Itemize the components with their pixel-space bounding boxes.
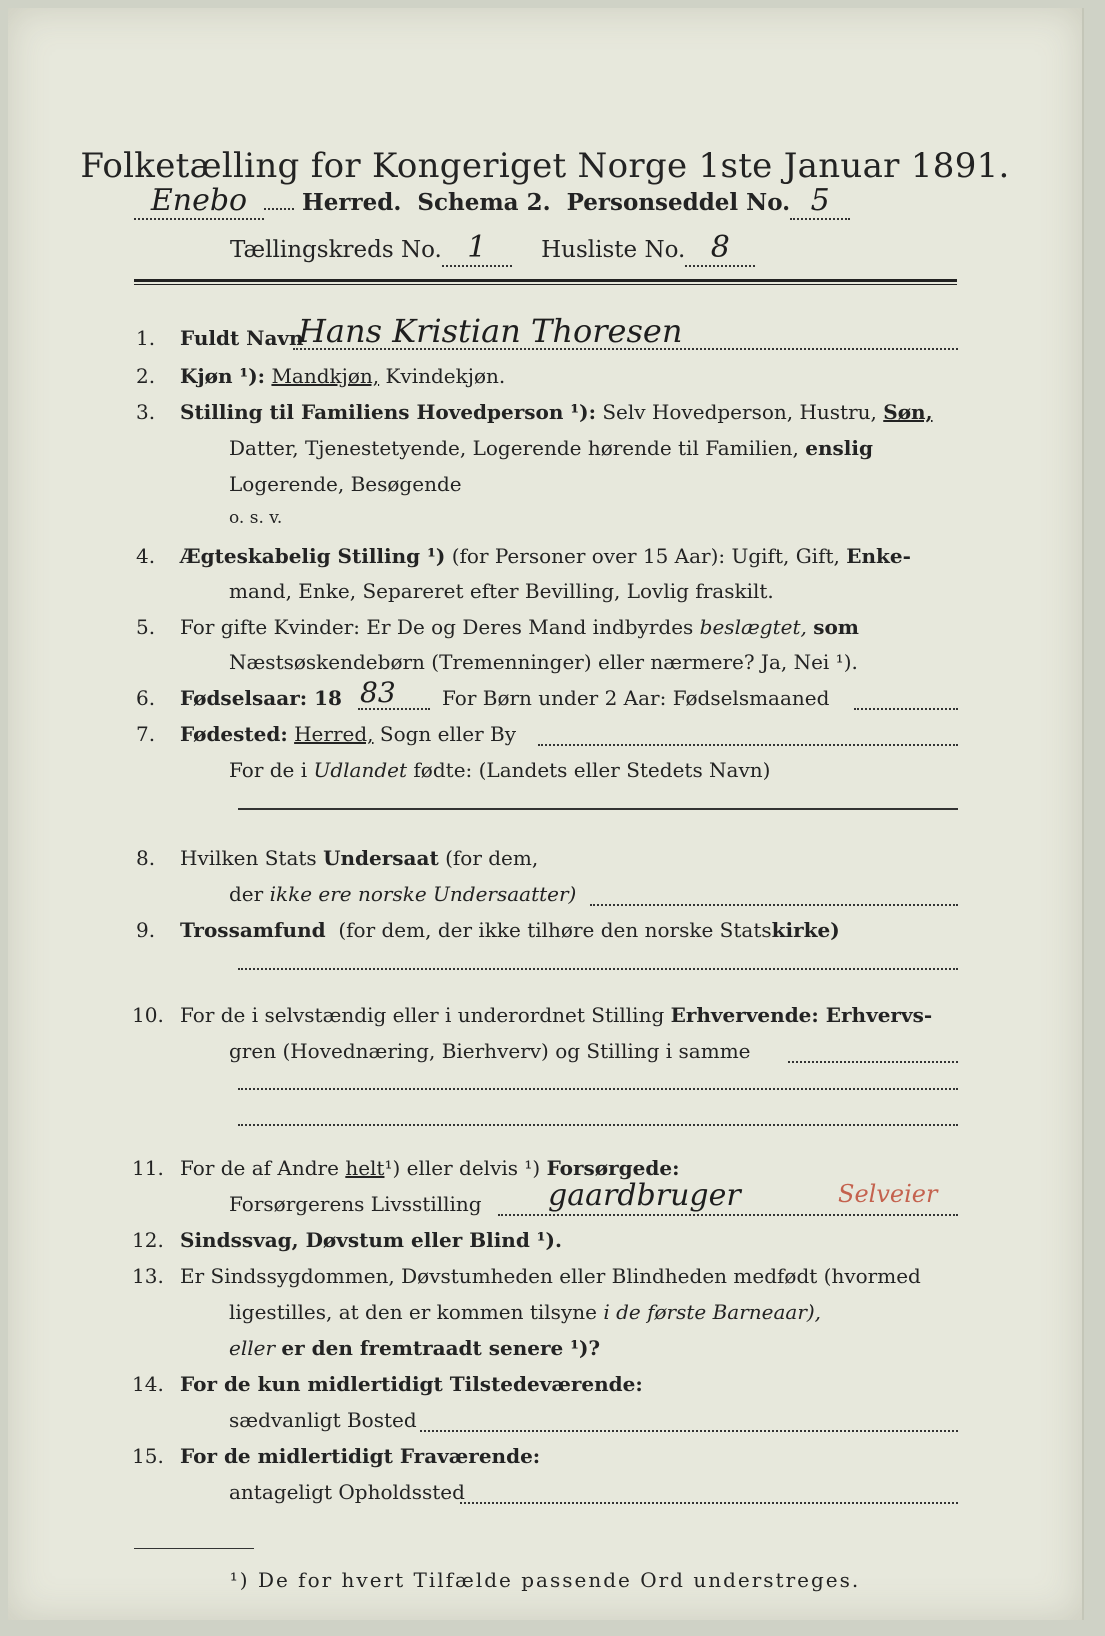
citizenship-prefix: Hvilken Stats [180,846,317,870]
citizenship-line2: ikke ere norske Undersaatter) [269,882,577,906]
marital-options: (for Personer over 15 Aar): Ugift, Gift, [451,544,840,568]
item-number: 9. [136,918,156,942]
occupation-blank-line-1 [238,1088,958,1090]
marital-enke: Enke- [846,544,911,568]
congenital-question: Er Sindssygdommen, Døvstumheden eller Blindheden medfødt (hvormed [180,1264,921,1288]
birth-year-line [358,708,430,710]
related-word: beslægtet, [699,615,807,639]
provider-occupation-annotation: Selveier [838,1180,938,1208]
marital-label: Ægteskabelig Stilling ¹) [180,544,446,568]
item-number: 11. [132,1156,164,1180]
supported-helt: helt [345,1156,385,1180]
item-number: 13. [132,1264,164,1288]
occupation-question: For de i selvstændig eller i underordnet Stilling [180,1003,665,1027]
item-number: 6. [136,686,156,710]
married-women-question-2: Næstsøskendebørn (Tremenninger) eller nærmere? Ja, Nei ¹). [229,650,858,674]
item-number: 1. [136,326,156,350]
citizenship-suffix: (for dem, [445,846,539,870]
occupation-blank-line-2 [238,1124,958,1126]
sex-label: Kjøn ¹): [180,364,266,388]
birth-month-label: For Børn under 2 Aar: Fødselsmaaned [442,686,830,710]
disability-label: Sindssvag, Døvstum eller Blind ¹). [180,1228,562,1252]
sex-option-male: Mandkjøn, [271,364,380,388]
full-name-line [293,348,958,350]
header-line-2 [230,230,755,267]
item-number: 4. [136,544,156,568]
supported-delvis: ¹) eller delvis ¹) [384,1156,541,1180]
congenital-question-2b: i de første Barneaar), [603,1300,822,1324]
family-position-label: Stilling til Familiens Hovedperson ¹): [180,400,596,424]
som-word: som [813,615,859,639]
occupation-line [788,1061,958,1063]
item-number: 2. [136,364,156,388]
religion-question: (for dem, der ikke tilhøre den norske Stats [338,918,772,942]
abroad-prefix: For de i [229,758,308,782]
item-number: 10. [132,1003,164,1027]
religion-label: Trossamfund [180,918,326,942]
supported-word: Forsørgede: [546,1156,680,1180]
birth-year-label: Fødselsaar: 18 [180,686,342,710]
birthplace-line [538,744,958,746]
item-number: 7. [136,722,156,746]
religion-kirke: kirke) [771,918,840,942]
congenital-question-2a: ligestilles, at den er kommen tilsyne [229,1300,597,1324]
family-position-options-2: Datter, Tjenestetyende, Logerende hørende til Familien, [229,436,799,460]
citizenship-word: Undersaat [323,846,439,870]
full-name-label: Fuldt Navn [180,326,304,350]
header-line-1 [134,183,850,220]
family-position-options-3: Logerende, Besøgende [229,472,462,496]
probable-residence-line [460,1502,958,1504]
supported-prefix: For de af Andre [180,1156,339,1180]
form-title: Folketælling for Kongeriget Norge 1ste Januar 1891. [80,146,1010,186]
married-women-question: For gifte Kvinder: Er De og Deres Mand indbyrdes [180,615,694,639]
husliste-label: Husliste No. [541,237,686,263]
birth-month-line [854,708,958,710]
citizenship-line [590,904,958,906]
probable-residence-label: antageligt Opholdssted [229,1480,465,1504]
birthplace-herred: Herred, [294,722,374,746]
birth-year-answer: 83 [360,676,396,709]
herred-handwritten: Enebo [150,183,248,218]
congenital-later: er den fremtraadt senere ¹)? [281,1336,601,1360]
kreds-number: 1 [467,230,487,265]
husliste-number: 8 [710,230,730,265]
item-number: 5. [136,615,156,639]
full-name-answer: Hans Kristian Thoresen [298,312,683,350]
provider-occupation-line [498,1214,958,1216]
header-rule [134,279,957,282]
footnote-rule [134,1548,254,1549]
item-7-blank-line [238,808,958,810]
usual-residence-line [420,1430,958,1432]
item-9-line [238,968,958,970]
abroad-word: Udlandet [313,758,408,782]
item-number: 12. [132,1228,164,1252]
family-position-etc: o. s. v. [229,508,283,528]
temporary-present-label: For de kun midlertidigt Tilstedeværende: [180,1372,643,1396]
family-position-son: Søn, [883,400,933,424]
item-number: 15. [132,1444,164,1468]
family-position-options: Selv Hovedperson, Hustru, [602,400,877,424]
marital-options-2: mand, Enke, Separeret efter Bevilling, Lovlig fraskilt. [229,579,774,603]
header-rule-thin [134,284,957,285]
citizenship-line2-prefix: der [229,882,264,906]
footnote: ¹) De for hvert Tilfælde passende Ord understreges. [229,1568,861,1592]
personseddel-number: 5 [810,183,830,218]
temporary-absent-label: For de midlertidigt Fraværende: [180,1444,541,1468]
occupation-question-2: gren (Hovednæring, Bierhverv) og Stilling i samme [229,1039,751,1063]
herred-label: Herred. [302,189,402,216]
birthplace-options: Sogn eller By [379,722,517,746]
sex-option-female: Kvindekjøn. [385,364,506,388]
item-number: 8. [136,846,156,870]
birthplace-label: Fødested: [180,722,288,746]
congenital-eller: eller [229,1336,276,1360]
usual-residence-label: sædvanligt Bosted [229,1408,417,1432]
abroad-suffix: fødte: (Landets eller Stedets Navn) [413,758,771,782]
provider-occupation-answer: gaardbruger [548,1178,741,1213]
kreds-label: Tællingskreds No. [230,237,442,263]
provider-occupation-label: Forsørgerens Livsstilling [229,1192,482,1216]
item-number: 14. [132,1372,164,1396]
census-form-sheet [8,8,1084,1620]
family-position-enslig: enslig [805,436,873,460]
item-number: 3. [136,400,156,424]
schema-label: Schema 2. [417,189,551,216]
occupation-word: Erhvervende: Erhvervs- [670,1003,933,1027]
personseddel-label: Personseddel No. [566,189,791,216]
